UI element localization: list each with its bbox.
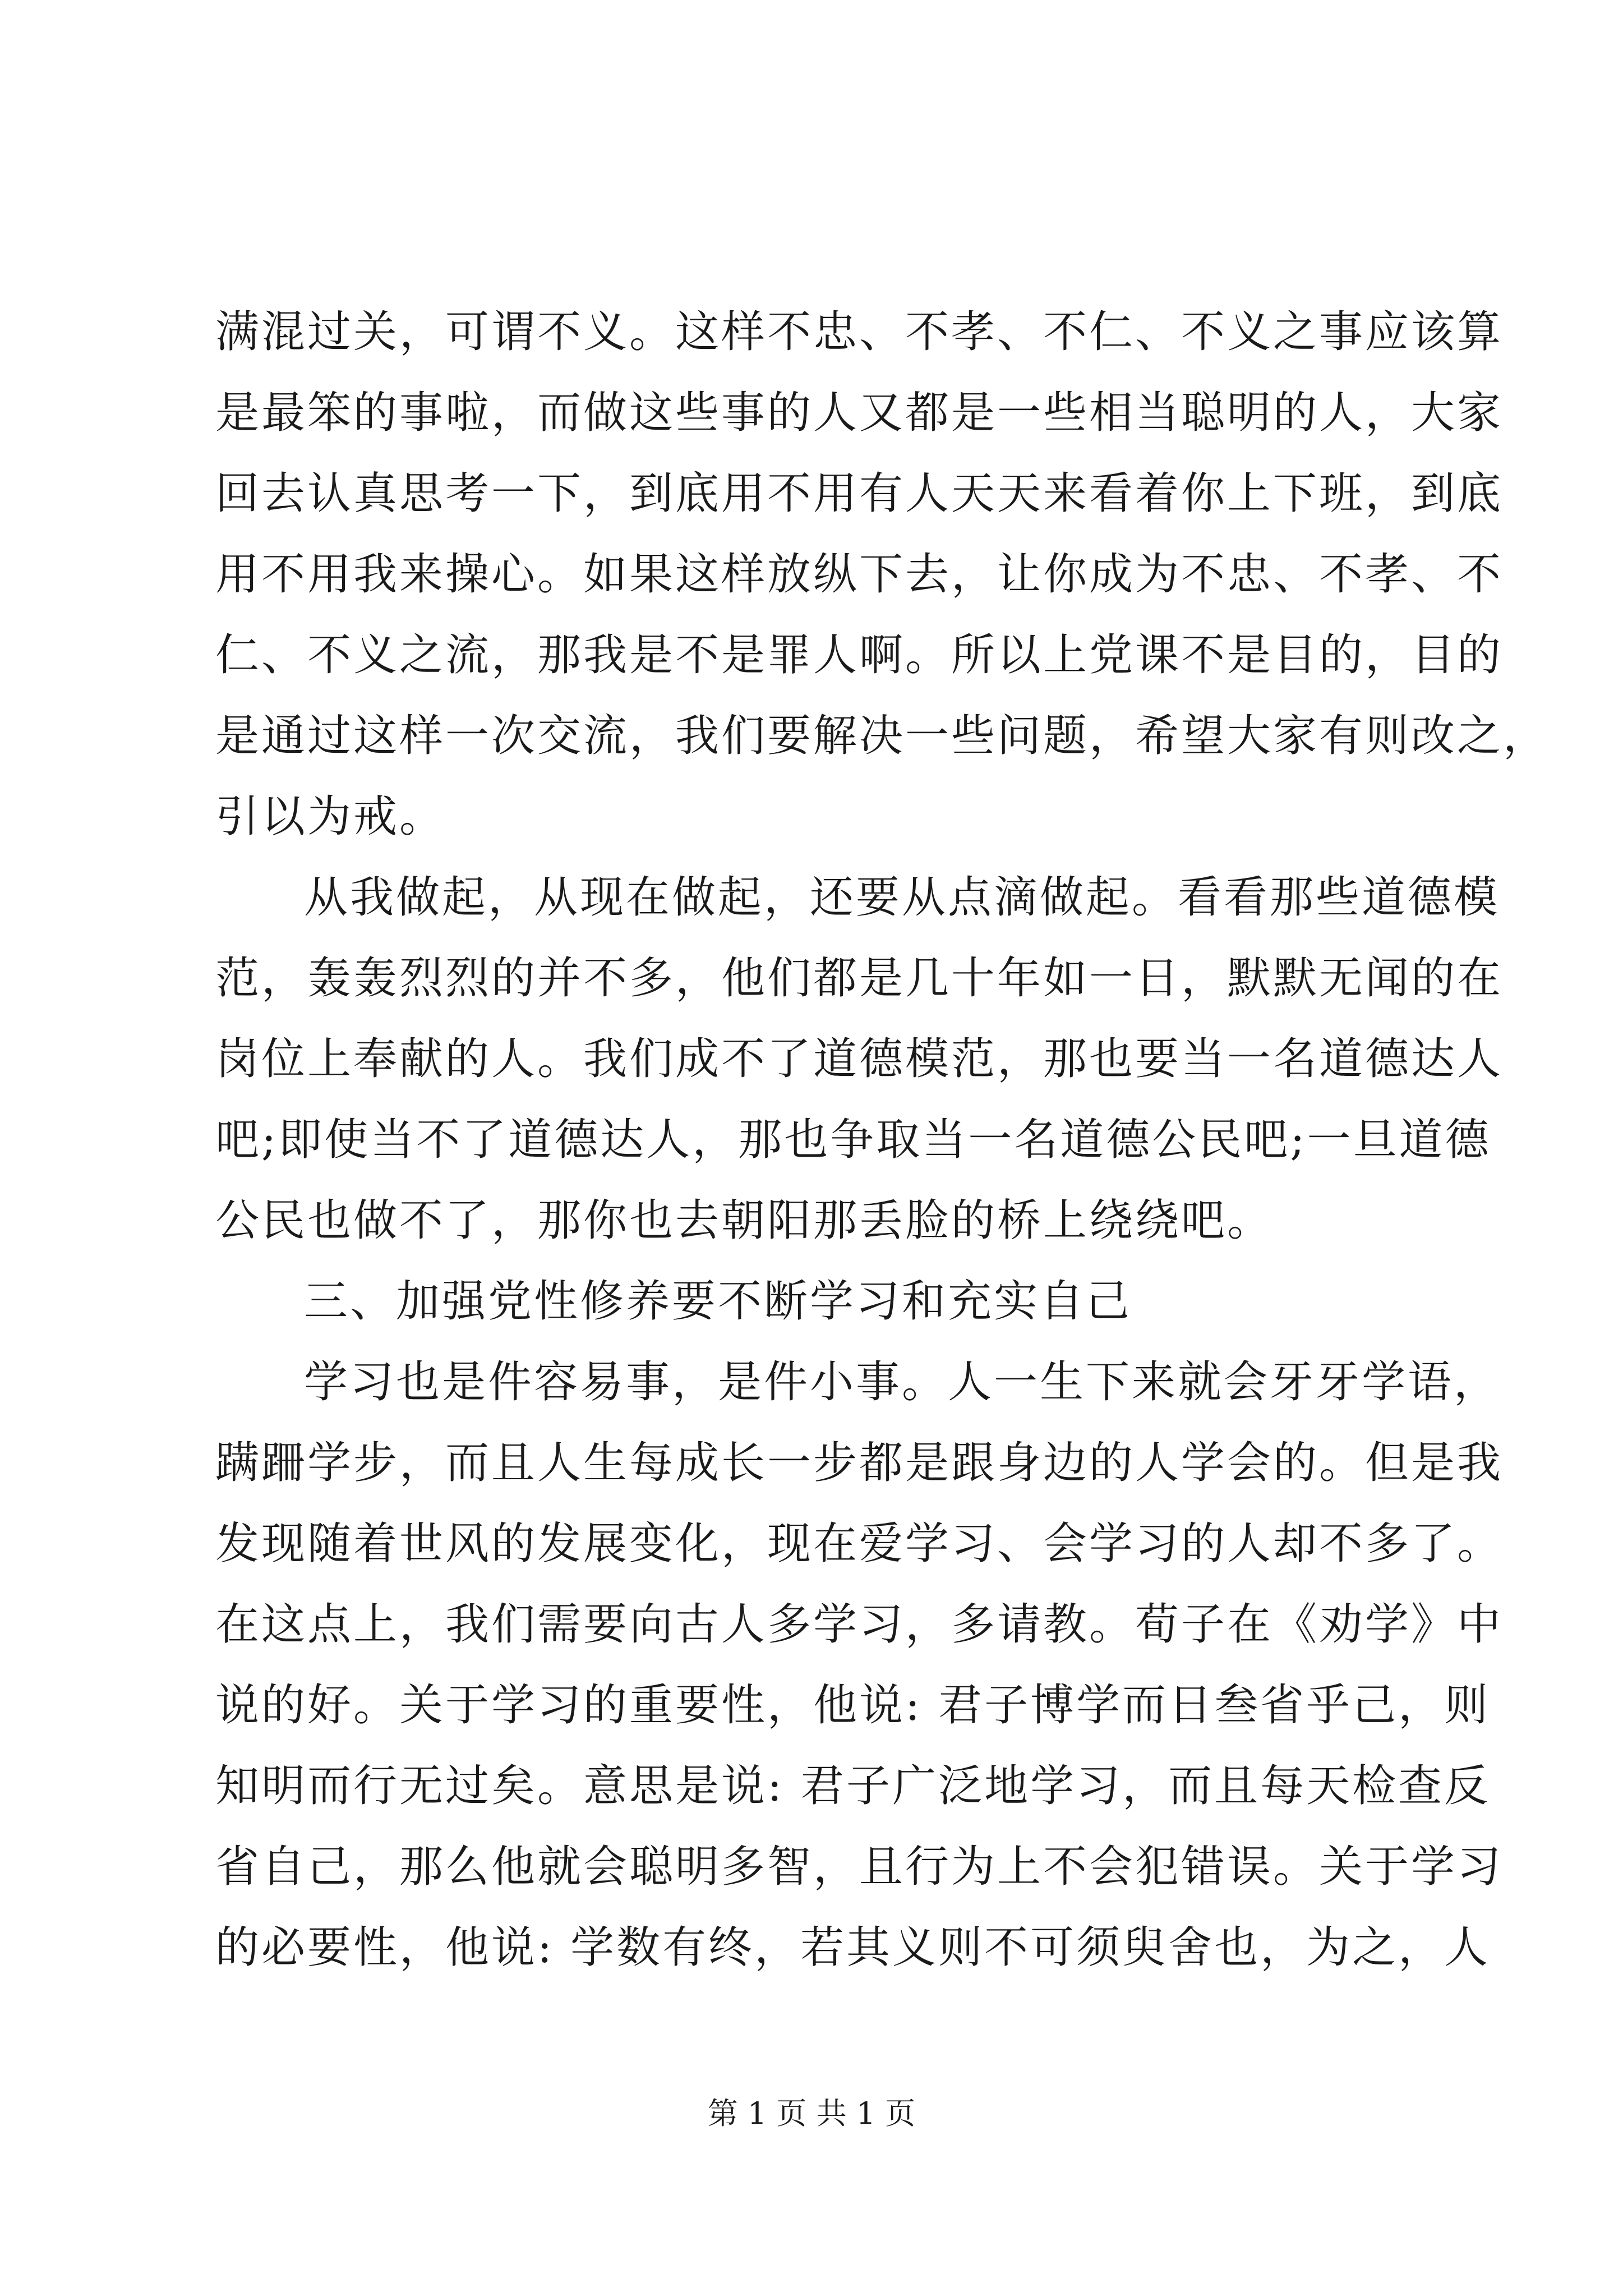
page-footer xyxy=(0,2091,1623,2136)
text-line: 是通过这样一次交流，我们要解决一些问题，希望大家有则改之， xyxy=(215,711,1550,761)
text-line: 回去认真思考一下，到底用不用有人天天来看着你上下班，到底 xyxy=(215,468,1504,519)
page-number: 第 1 页 共 1 页 xyxy=(707,2096,916,2131)
text-line: 仁、不义之流，那我是不是罪人啊。所以上党课不是目的，目的 xyxy=(215,630,1504,680)
text-line: 公民也做不了，那你也去朝阳那丢脸的桥上绕绕吧。 xyxy=(215,1195,1274,1246)
text-line: 的必要性，他说: 学数有终，若其义则不可须臾舍也，为之，人 xyxy=(215,1922,1491,1973)
text-line: 发现随着世风的发展变化，现在爱学习、会学习的人却不多了。 xyxy=(215,1519,1504,1569)
text-line: 范，轰轰烈烈的并不多，他们都是几十年如一日，默默无闻的在 xyxy=(215,953,1504,1004)
text-line: 知明而行无过矣。意思是说: 君子广泛地学习，而且每天检查反 xyxy=(215,1761,1491,1811)
text-line: 说的好。关于学习的重要性，他说: 君子博学而日叁省乎己，则 xyxy=(215,1680,1491,1731)
text-line: 满混过关，可谓不义。这样不忠、不孝、不仁、不义之事应该算 xyxy=(215,307,1504,357)
text-line: 省自己，那么他就会聪明多智，且行为上不会犯错误。关于学习 xyxy=(215,1842,1504,1892)
section-heading: 三、加强党性修养要不断学习和充实自己 xyxy=(304,1276,1132,1327)
document-body xyxy=(215,292,1550,1988)
text-line: 岗位上奉献的人。我们成不了道德模范，那也要当一名道德达人 xyxy=(215,1034,1504,1084)
text-line: 是最笨的事啦，而做这些事的人又都是一些相当聪明的人，大家 xyxy=(215,388,1504,438)
text-line: 吧;即使当不了道德达人，那也争取当一名道德公民吧;一旦道德 xyxy=(215,1115,1491,1165)
text-line: 用不用我来操心。如果这样放纵下去，让你成为不忠、不孝、不 xyxy=(215,549,1504,600)
text-line: 在这点上，我们需要向古人多学习，多请教。荀子在《劝学》中 xyxy=(215,1599,1504,1650)
text-line: 引以为戒。 xyxy=(215,792,446,842)
text-line: 蹒跚学步，而且人生每成长一步都是跟身边的人学会的。但是我 xyxy=(215,1438,1504,1488)
paragraph-start-line: 从我做起，从现在做起，还要从点滴做起。看看那些道德模 xyxy=(304,872,1500,923)
paragraph-start-line: 学习也是件容易事，是件小事。人一生下来就会牙牙学语， xyxy=(304,1357,1500,1407)
